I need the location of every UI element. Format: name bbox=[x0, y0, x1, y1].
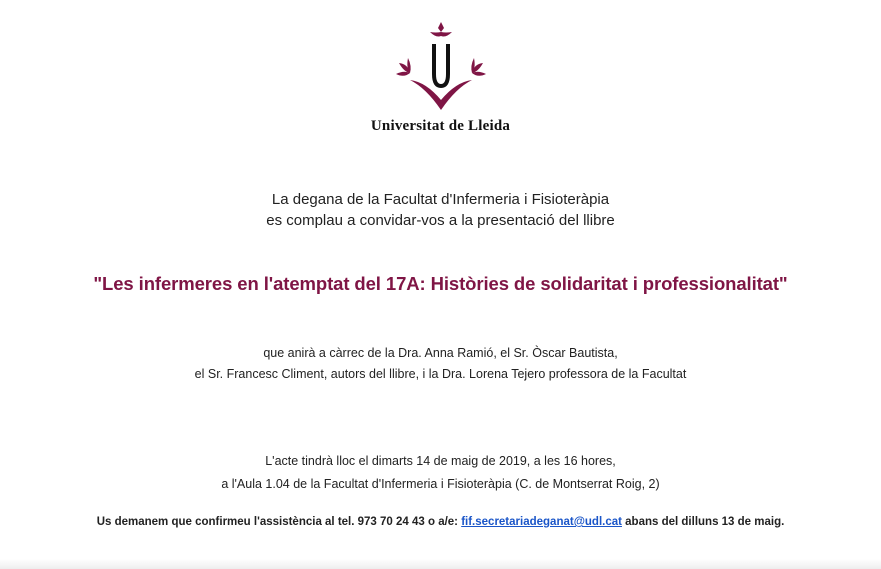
event-details bbox=[0, 450, 881, 496]
rsvp-email-link[interactable]: fif.secretariadeganat@udl.cat bbox=[461, 516, 622, 528]
book-title: "Les infermeres en l'atemptat del 17A: Històries de solidaritat i professionalitat" bbox=[93, 273, 788, 294]
intro-text bbox=[0, 189, 881, 231]
rsvp-text-after: abans del dilluns 13 de maig. bbox=[621, 516, 785, 528]
event-line-2: a l'Aula 1.04 de la Facultat d'Infermeria i Fisioteràpia (C. de Montserrat Roig, 2) bbox=[221, 477, 660, 491]
speakers-text bbox=[0, 343, 881, 385]
rsvp-text bbox=[0, 516, 881, 528]
logo-text: Universitat de Lleida bbox=[370, 118, 511, 134]
rsvp-text-before: Us demanem que confirmeu l'assistència al tel. 973 70 24 43 o a/e: bbox=[96, 516, 462, 528]
intro-line-1: La degana de la Facultat d'Infermeria i Fisioteràpia bbox=[271, 191, 610, 208]
university-logo bbox=[0, 18, 881, 135]
event-line-1: L'acte tindrà lloc el dimarts 14 de maig de 2019, a les 16 hores, bbox=[265, 454, 616, 468]
speakers-line-2: el Sr. Francesc Climent, autors del llibre, i la Dra. Lorena Tejero professora de la Facultat bbox=[194, 367, 687, 381]
intro-line-2: es complau a convidar-vos a la presentació del llibre bbox=[266, 212, 615, 229]
bottom-shadow bbox=[0, 559, 881, 569]
speakers-line-1: que anirà a càrrec de la Dra. Anna Ramió, el Sr. Òscar Bautista, bbox=[263, 346, 618, 360]
udl-emblem-icon bbox=[386, 18, 496, 113]
